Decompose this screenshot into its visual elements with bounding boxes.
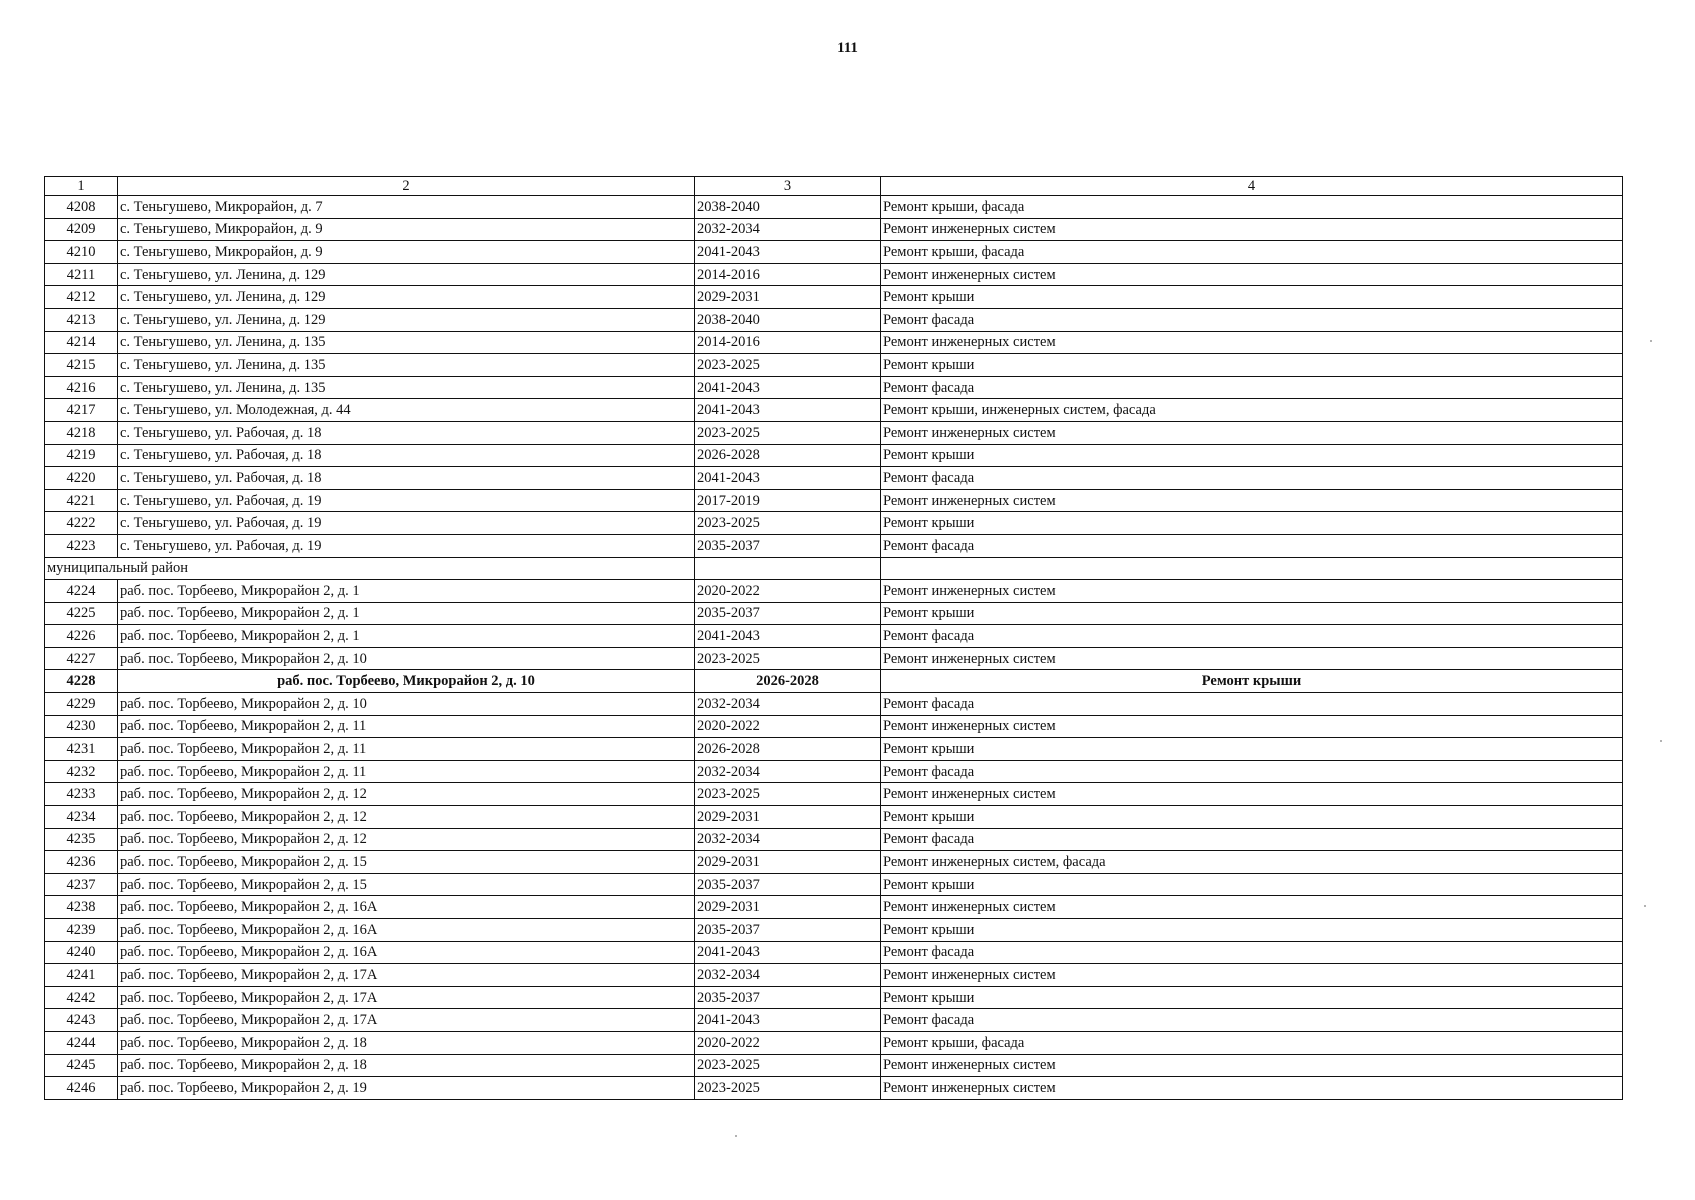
address-cell: раб. пос. Торбеево, Микрорайон 2, д. 12 [118, 828, 695, 851]
row-number-cell: 4235 [45, 828, 118, 851]
period-cell: 2041-2043 [695, 941, 881, 964]
address-cell: с. Теньгушево, ул. Рабочая, д. 18 [118, 421, 695, 444]
empty-cell [695, 557, 881, 580]
period-cell: 2023-2025 [695, 512, 881, 535]
table-row [45, 1031, 1623, 1054]
column-header-2: 2 [118, 177, 695, 196]
table-row [45, 919, 1623, 942]
scan-speck [1660, 740, 1662, 742]
work-type-cell: Ремонт крыши [881, 444, 1623, 467]
table-row [45, 534, 1623, 557]
period-cell: 2020-2022 [695, 580, 881, 603]
work-type-cell: Ремонт крыши [881, 873, 1623, 896]
period-cell: 2035-2037 [695, 919, 881, 942]
work-type-cell: Ремонт инженерных систем [881, 263, 1623, 286]
row-number-cell: 4241 [45, 964, 118, 987]
row-number-cell: 4246 [45, 1077, 118, 1100]
table-row [45, 783, 1623, 806]
work-type-cell: Ремонт инженерных систем [881, 1054, 1623, 1077]
table-row [45, 399, 1623, 422]
period-cell: 2041-2043 [695, 467, 881, 490]
table-row [45, 1077, 1623, 1100]
address-cell: раб. пос. Торбеево, Микрорайон 2, д. 17А [118, 964, 695, 987]
row-number-cell: 4221 [45, 489, 118, 512]
address-cell: раб. пос. Торбеево, Микрорайон 2, д. 11 [118, 738, 695, 761]
period-cell: 2029-2031 [695, 896, 881, 919]
address-cell: раб. пос. Торбеево, Микрорайон 2, д. 16А [118, 919, 695, 942]
row-number-cell: 4233 [45, 783, 118, 806]
work-type-cell: Ремонт крыши [881, 670, 1623, 693]
table-row [45, 1009, 1623, 1032]
table-row [45, 693, 1623, 716]
row-number-cell: 4212 [45, 286, 118, 309]
row-number-cell: 4215 [45, 354, 118, 377]
table-row [45, 760, 1623, 783]
row-number-cell: 4239 [45, 919, 118, 942]
row-number-cell: 4214 [45, 331, 118, 354]
address-cell: с. Теньгушево, ул. Ленина, д. 129 [118, 308, 695, 331]
address-cell: раб. пос. Торбеево, Микрорайон 2, д. 16А [118, 896, 695, 919]
table-row [45, 489, 1623, 512]
period-cell: 2014-2016 [695, 331, 881, 354]
address-cell: раб. пос. Торбеево, Микрорайон 2, д. 17А [118, 986, 695, 1009]
row-number-cell: 4210 [45, 241, 118, 264]
period-cell: 2023-2025 [695, 1077, 881, 1100]
table-row [45, 241, 1623, 264]
work-type-cell: Ремонт крыши, инженерных систем, фасада [881, 399, 1623, 422]
row-number-cell: 4238 [45, 896, 118, 919]
address-cell: раб. пос. Торбеево, Микрорайон 2, д. 15 [118, 873, 695, 896]
period-cell: 2041-2043 [695, 376, 881, 399]
address-cell: с. Теньгушево, ул. Ленина, д. 135 [118, 354, 695, 377]
period-cell: 2026-2028 [695, 738, 881, 761]
address-cell: с. Теньгушево, Микрорайон, д. 9 [118, 218, 695, 241]
address-cell: раб. пос. Торбеево, Микрорайон 2, д. 17А [118, 1009, 695, 1032]
work-type-cell: Ремонт инженерных систем [881, 580, 1623, 603]
row-number-cell: 4234 [45, 806, 118, 829]
column-header-1: 1 [45, 177, 118, 196]
address-cell: раб. пос. Торбеево, Микрорайон 2, д. 19 [118, 1077, 695, 1100]
period-cell: 2041-2043 [695, 625, 881, 648]
work-type-cell: Ремонт фасада [881, 625, 1623, 648]
row-number-cell: 4209 [45, 218, 118, 241]
address-cell: раб. пос. Торбеево, Микрорайон 2, д. 11 [118, 760, 695, 783]
table-row [45, 580, 1623, 603]
scan-speck [1650, 340, 1652, 342]
capital-repair-table [44, 176, 1623, 1100]
table-row [45, 421, 1623, 444]
address-cell: раб. пос. Торбеево, Микрорайон 2, д. 15 [118, 851, 695, 874]
work-type-cell: Ремонт фасада [881, 467, 1623, 490]
address-cell: с. Теньгушево, Микрорайон, д. 7 [118, 196, 695, 219]
address-cell: с. Теньгушево, ул. Ленина, д. 129 [118, 286, 695, 309]
period-cell: 2032-2034 [695, 964, 881, 987]
period-cell: 2014-2016 [695, 263, 881, 286]
period-cell: 2035-2037 [695, 602, 881, 625]
table-header-row [45, 177, 1623, 196]
table-row [45, 873, 1623, 896]
address-cell: с. Теньгушево, ул. Рабочая, д. 18 [118, 467, 695, 490]
row-number-cell: 4208 [45, 196, 118, 219]
work-type-cell: Ремонт крыши [881, 354, 1623, 377]
work-type-cell: Ремонт крыши, фасада [881, 196, 1623, 219]
table-row [45, 851, 1623, 874]
period-cell: 2041-2043 [695, 1009, 881, 1032]
table-row [45, 647, 1623, 670]
table-row [45, 602, 1623, 625]
work-type-cell: Ремонт фасада [881, 376, 1623, 399]
row-number-cell: 4237 [45, 873, 118, 896]
address-cell: раб. пос. Торбеево, Микрорайон 2, д. 1 [118, 602, 695, 625]
work-type-cell: Ремонт фасада [881, 828, 1623, 851]
work-type-cell: Ремонт крыши, фасада [881, 1031, 1623, 1054]
section-row [45, 557, 1623, 580]
empty-cell [881, 557, 1623, 580]
table-row [45, 354, 1623, 377]
row-number-cell: 4226 [45, 625, 118, 648]
table-row [45, 625, 1623, 648]
table-row [45, 331, 1623, 354]
scan-speck [735, 1135, 737, 1137]
work-type-cell: Ремонт крыши [881, 919, 1623, 942]
row-number-cell: 4232 [45, 760, 118, 783]
table-row [45, 715, 1623, 738]
work-type-cell: Ремонт фасада [881, 1009, 1623, 1032]
table-row [45, 828, 1623, 851]
period-cell: 2026-2028 [695, 670, 881, 693]
period-cell: 2029-2031 [695, 851, 881, 874]
row-number-cell: 4227 [45, 647, 118, 670]
period-cell: 2038-2040 [695, 196, 881, 219]
period-cell: 2023-2025 [695, 421, 881, 444]
period-cell: 2041-2043 [695, 241, 881, 264]
address-cell: с. Теньгушево, ул. Ленина, д. 135 [118, 331, 695, 354]
address-cell: с. Теньгушево, ул. Рабочая, д. 19 [118, 512, 695, 535]
work-type-cell: Ремонт крыши [881, 602, 1623, 625]
work-type-cell: Ремонт крыши [881, 738, 1623, 761]
period-cell: 2035-2037 [695, 986, 881, 1009]
work-type-cell: Ремонт крыши [881, 512, 1623, 535]
address-cell: с. Теньгушево, ул. Рабочая, д. 19 [118, 534, 695, 557]
row-number-cell: 4213 [45, 308, 118, 331]
table-row [45, 1054, 1623, 1077]
work-type-cell: Ремонт крыши, фасада [881, 241, 1623, 264]
address-cell: с. Теньгушево, ул. Рабочая, д. 19 [118, 489, 695, 512]
period-cell: 2032-2034 [695, 760, 881, 783]
period-cell: 2029-2031 [695, 806, 881, 829]
work-type-cell: Ремонт инженерных систем [881, 1077, 1623, 1100]
row-number-cell: 4216 [45, 376, 118, 399]
work-type-cell: Ремонт фасада [881, 534, 1623, 557]
period-cell: 2020-2022 [695, 715, 881, 738]
work-type-cell: Ремонт инженерных систем, фасада [881, 851, 1623, 874]
period-cell: 2023-2025 [695, 647, 881, 670]
row-number-cell: 4236 [45, 851, 118, 874]
row-number-cell: 4229 [45, 693, 118, 716]
address-cell: с. Теньгушево, Микрорайон, д. 9 [118, 241, 695, 264]
work-type-cell: Ремонт фасада [881, 760, 1623, 783]
row-number-cell: 4217 [45, 399, 118, 422]
work-type-cell: Ремонт крыши [881, 286, 1623, 309]
work-type-cell: Ремонт инженерных систем [881, 647, 1623, 670]
table-row [45, 196, 1623, 219]
table-row [45, 964, 1623, 987]
period-cell: 2032-2034 [695, 828, 881, 851]
address-cell: раб. пос. Торбеево, Микрорайон 2, д. 16А [118, 941, 695, 964]
period-cell: 2023-2025 [695, 354, 881, 377]
table-row [45, 376, 1623, 399]
period-cell: 2035-2037 [695, 534, 881, 557]
page-number: 111 [837, 40, 858, 56]
period-cell: 2026-2028 [695, 444, 881, 467]
row-number-cell: 4242 [45, 986, 118, 1009]
table-row [45, 670, 1623, 693]
scan-speck [1644, 905, 1646, 907]
period-cell: 2017-2019 [695, 489, 881, 512]
address-cell: с. Теньгушево, ул. Ленина, д. 129 [118, 263, 695, 286]
table-row [45, 738, 1623, 761]
work-type-cell: Ремонт инженерных систем [881, 218, 1623, 241]
address-cell: с. Теньгушево, ул. Рабочая, д. 18 [118, 444, 695, 467]
table-row [45, 806, 1623, 829]
work-type-cell: Ремонт инженерных систем [881, 964, 1623, 987]
row-number-cell: 4211 [45, 263, 118, 286]
table-row [45, 218, 1623, 241]
address-cell: раб. пос. Торбеево, Микрорайон 2, д. 10 [118, 693, 695, 716]
period-cell: 2032-2034 [695, 693, 881, 716]
row-number-cell: 4228 [45, 670, 118, 693]
work-type-cell: Ремонт фасада [881, 308, 1623, 331]
period-cell: 2023-2025 [695, 1054, 881, 1077]
work-type-cell: Ремонт фасада [881, 941, 1623, 964]
row-number-cell: 4225 [45, 602, 118, 625]
address-cell: раб. пос. Торбеево, Микрорайон 2, д. 11 [118, 715, 695, 738]
table-row [45, 512, 1623, 535]
work-type-cell: Ремонт крыши [881, 806, 1623, 829]
table-row [45, 986, 1623, 1009]
table-row [45, 896, 1623, 919]
column-header-3: 3 [695, 177, 881, 196]
table-row [45, 308, 1623, 331]
period-cell: 2032-2034 [695, 218, 881, 241]
address-cell: раб. пос. Торбеево, Микрорайон 2, д. 1 [118, 580, 695, 603]
table-row [45, 444, 1623, 467]
row-number-cell: 4230 [45, 715, 118, 738]
address-cell: раб. пос. Торбеево, Микрорайон 2, д. 12 [118, 783, 695, 806]
row-number-cell: 4220 [45, 467, 118, 490]
row-number-cell: 4231 [45, 738, 118, 761]
address-cell: с. Теньгушево, ул. Молодежная, д. 44 [118, 399, 695, 422]
period-cell: 2029-2031 [695, 286, 881, 309]
work-type-cell: Ремонт крыши [881, 986, 1623, 1009]
address-cell: раб. пос. Торбеево, Микрорайон 2, д. 18 [118, 1054, 695, 1077]
period-cell: 2035-2037 [695, 873, 881, 896]
period-cell: 2038-2040 [695, 308, 881, 331]
address-cell: раб. пос. Торбеево, Микрорайон 2, д. 10 [118, 647, 695, 670]
table-row [45, 263, 1623, 286]
row-number-cell: 4222 [45, 512, 118, 535]
work-type-cell: Ремонт инженерных систем [881, 331, 1623, 354]
table-body [45, 196, 1623, 1100]
row-number-cell: 4244 [45, 1031, 118, 1054]
period-cell: 2023-2025 [695, 783, 881, 806]
address-cell: раб. пос. Торбеево, Микрорайон 2, д. 10 [118, 670, 695, 693]
table-row [45, 941, 1623, 964]
work-type-cell: Ремонт инженерных систем [881, 715, 1623, 738]
address-cell: с. Теньгушево, ул. Ленина, д. 135 [118, 376, 695, 399]
address-cell: раб. пос. Торбеево, Микрорайон 2, д. 18 [118, 1031, 695, 1054]
period-cell: 2041-2043 [695, 399, 881, 422]
work-type-cell: Ремонт инженерных систем [881, 489, 1623, 512]
row-number-cell: 4245 [45, 1054, 118, 1077]
address-cell: раб. пос. Торбеево, Микрорайон 2, д. 12 [118, 806, 695, 829]
section-label: муниципальный район [45, 557, 695, 580]
row-number-cell: 4240 [45, 941, 118, 964]
work-type-cell: Ремонт инженерных систем [881, 421, 1623, 444]
table-row [45, 286, 1623, 309]
row-number-cell: 4219 [45, 444, 118, 467]
column-header-4: 4 [881, 177, 1623, 196]
row-number-cell: 4218 [45, 421, 118, 444]
row-number-cell: 4243 [45, 1009, 118, 1032]
table-row [45, 467, 1623, 490]
work-type-cell: Ремонт инженерных систем [881, 783, 1623, 806]
address-cell: раб. пос. Торбеево, Микрорайон 2, д. 1 [118, 625, 695, 648]
work-type-cell: Ремонт инженерных систем [881, 896, 1623, 919]
row-number-cell: 4223 [45, 534, 118, 557]
row-number-cell: 4224 [45, 580, 118, 603]
period-cell: 2020-2022 [695, 1031, 881, 1054]
work-type-cell: Ремонт фасада [881, 693, 1623, 716]
